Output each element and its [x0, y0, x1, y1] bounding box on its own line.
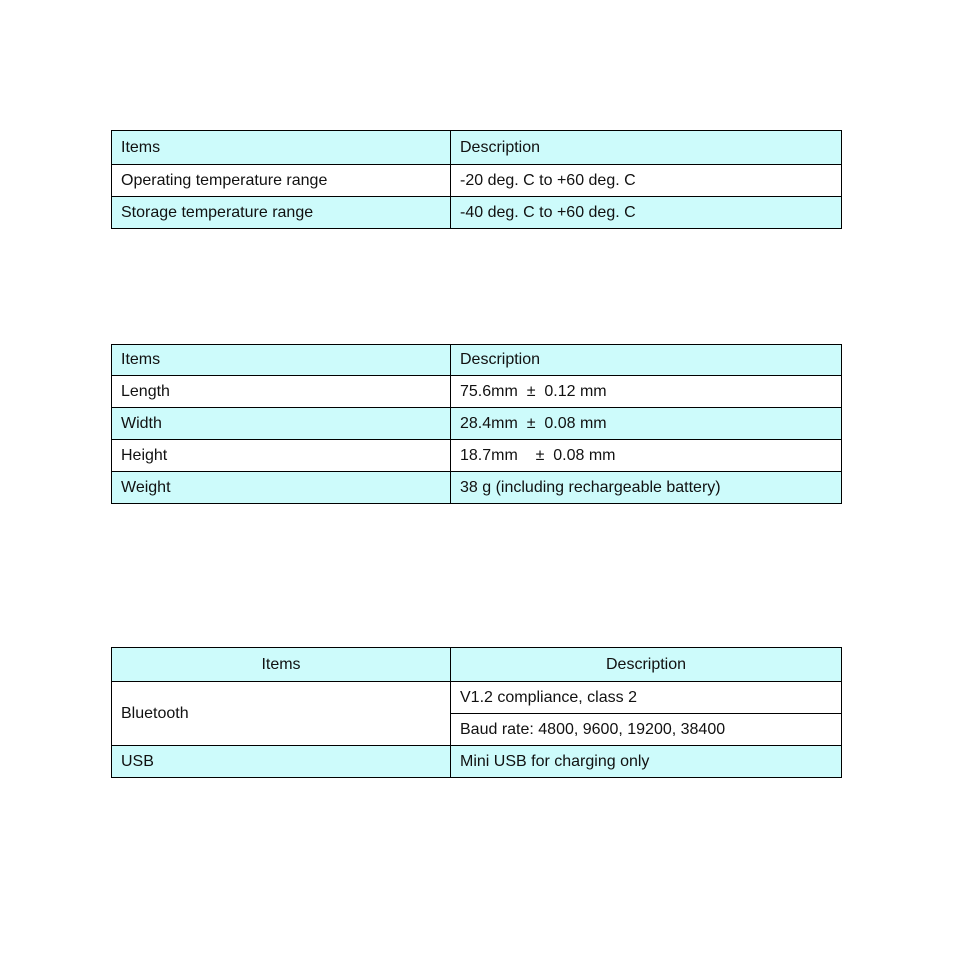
header-description: Description	[451, 131, 842, 165]
dimensions-table	[111, 344, 842, 504]
description-cell: V1.2 compliance, class 2	[451, 682, 842, 714]
item-cell: Height	[112, 440, 451, 472]
description-cell: Mini USB for charging only	[451, 746, 842, 778]
table-row	[112, 376, 842, 408]
header-description: Description	[451, 345, 842, 376]
environment-table	[111, 130, 842, 229]
table-header-row	[112, 345, 842, 376]
table-row	[112, 197, 842, 229]
table-row	[112, 472, 842, 504]
item-cell: USB	[112, 746, 451, 778]
header-items: Items	[112, 648, 451, 682]
item-cell: Storage temperature range	[112, 197, 451, 229]
description-cell: -40 deg. C to +60 deg. C	[451, 197, 842, 229]
description-cell: Baud rate: 4800, 9600, 19200, 38400	[451, 714, 842, 746]
table-header-row	[112, 131, 842, 165]
header-items: Items	[112, 131, 451, 165]
item-cell: Length	[112, 376, 451, 408]
table-row	[112, 682, 842, 714]
description-cell: -20 deg. C to +60 deg. C	[451, 165, 842, 197]
header-items: Items	[112, 345, 451, 376]
description-cell: 28.4mm ± 0.08 mm	[451, 408, 842, 440]
item-cell: Weight	[112, 472, 451, 504]
table-row	[112, 746, 842, 778]
description-cell: 75.6mm ± 0.12 mm	[451, 376, 842, 408]
table-header-row	[112, 648, 842, 682]
header-description: Description	[451, 648, 842, 682]
table-row	[112, 165, 842, 197]
item-cell: Width	[112, 408, 451, 440]
item-cell: Operating temperature range	[112, 165, 451, 197]
item-cell: Bluetooth	[112, 682, 451, 746]
table-row	[112, 408, 842, 440]
interface-table	[111, 647, 842, 778]
description-cell: 38 g (including rechargeable battery)	[451, 472, 842, 504]
description-cell: 18.7mm ± 0.08 mm	[451, 440, 842, 472]
table-row	[112, 440, 842, 472]
